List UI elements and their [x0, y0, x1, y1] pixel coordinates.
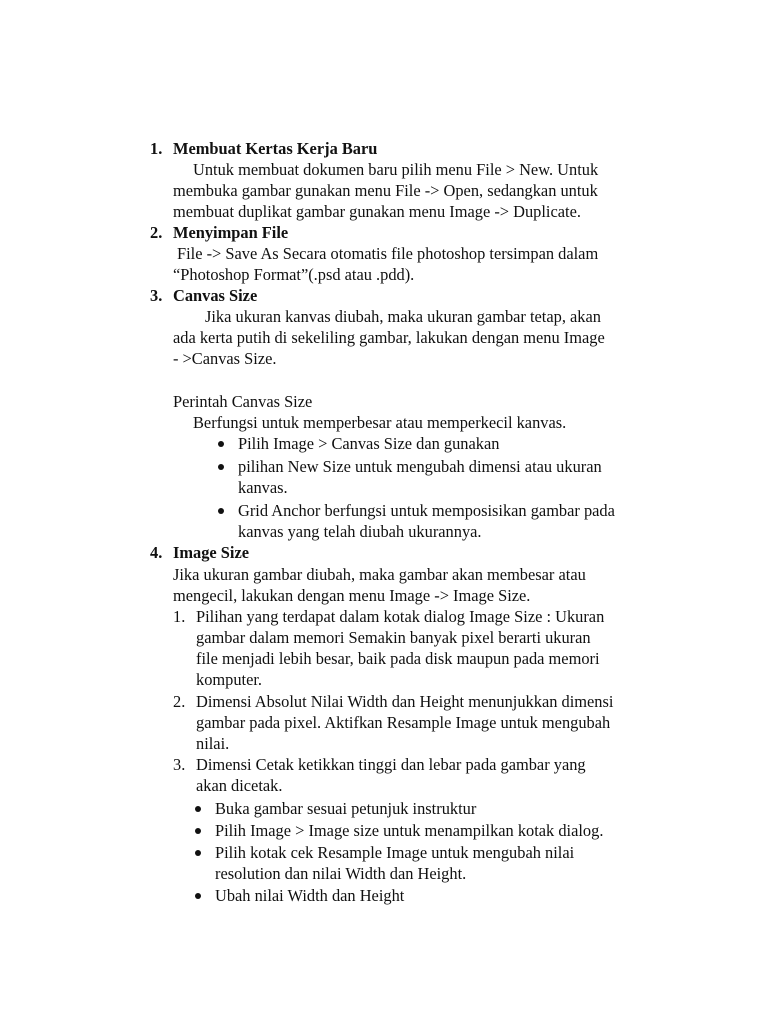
bullet-icon [195, 828, 201, 834]
bullet-icon [195, 806, 201, 812]
paragraph-line: membuat duplikat gambar gunakan menu Image -> Duplicate. [173, 202, 581, 221]
list-item-continuation: kanvas. [238, 478, 288, 497]
sub-item-line: Pilihan yang terdapat dalam kotak dialog Image Size : Ukuran [196, 607, 605, 626]
paragraph-line: membuka gambar gunakan menu File -> Open, sedangkan untuk [173, 181, 598, 200]
list-item: pilihan New Size untuk mengubah dimensi atau ukuran [238, 457, 602, 476]
section-heading: Canvas Size [173, 286, 258, 305]
sub-item-line: akan dicetak. [196, 776, 283, 795]
sub-item-number: 3. [173, 755, 186, 774]
paragraph-line: “Photoshop Format”(.psd atau .pdd). [173, 265, 415, 284]
bullet-icon [195, 850, 201, 856]
paragraph-line: Untuk membuat dokumen baru pilih menu File > New. Untuk [193, 160, 599, 179]
sub-item-line: gambar pada pixel. Aktifkan Resample Image untuk mengubah [196, 713, 611, 732]
paragraph-line: File -> Save As Secara otomatis file photoshop tersimpan dalam [177, 244, 599, 263]
sub-item-number: 1. [173, 607, 186, 626]
list-item: Pilih Image > Image size untuk menampilkan kotak dialog. [215, 821, 604, 840]
sub-item-line: Dimensi Cetak ketikkan tinggi dan lebar pada gambar yang [196, 755, 586, 774]
sub-item-line: komputer. [196, 670, 263, 689]
section-number: 2. [150, 223, 163, 242]
paragraph-line: Berfungsi untuk memperbesar atau memperkecil kanvas. [193, 413, 567, 432]
list-item: Pilih Image > Canvas Size dan gunakan [238, 434, 500, 453]
bullet-icon [218, 441, 224, 447]
sub-item-line: file menjadi lebih besar, baik pada disk maupun pada memori [196, 649, 600, 668]
section-number: 1. [150, 139, 163, 158]
bullet-icon [195, 893, 201, 899]
sub-item-line: nilai. [196, 734, 230, 753]
sub-item-line: Dimensi Absolut Nilai Width dan Height menunjukkan dimensi [196, 692, 614, 711]
sub-heading: Perintah Canvas Size [173, 392, 313, 411]
list-item: Ubah nilai Width dan Height [215, 886, 405, 905]
list-item: Grid Anchor berfungsi untuk memposisikan gambar pada [238, 501, 615, 520]
section-heading: Image Size [173, 543, 250, 562]
paragraph-line: Jika ukuran gambar diubah, maka gambar akan membesar atau [173, 565, 586, 584]
list-item-continuation: kanvas yang telah diubah ukurannya. [238, 522, 482, 541]
paragraph-line: - >Canvas Size. [173, 349, 277, 368]
bullet-icon [218, 464, 224, 470]
section-number: 3. [150, 286, 163, 305]
list-item-continuation: resolution dan nilai Width dan Height. [215, 864, 467, 883]
sub-item-line: gambar dalam memori Semakin banyak pixel berarti ukuran [196, 628, 591, 647]
paragraph-line: Jika ukuran kanvas diubah, maka ukuran gambar tetap, akan [205, 307, 601, 326]
bullet-icon [218, 508, 224, 514]
list-item: Pilih kotak cek Resample Image untuk mengubah nilai [215, 843, 575, 862]
paragraph-line: mengecil, lakukan dengan menu Image -> Image Size. [173, 586, 531, 605]
section-heading: Membuat Kertas Kerja Baru [173, 139, 378, 158]
sub-item-number: 2. [173, 692, 186, 711]
section-heading: Menyimpan File [173, 223, 289, 242]
section-number: 4. [150, 543, 163, 562]
list-item: Buka gambar sesuai petunjuk instruktur [215, 799, 477, 818]
paragraph-line: ada kerta putih di sekeliling gambar, lakukan dengan menu Image [173, 328, 605, 347]
